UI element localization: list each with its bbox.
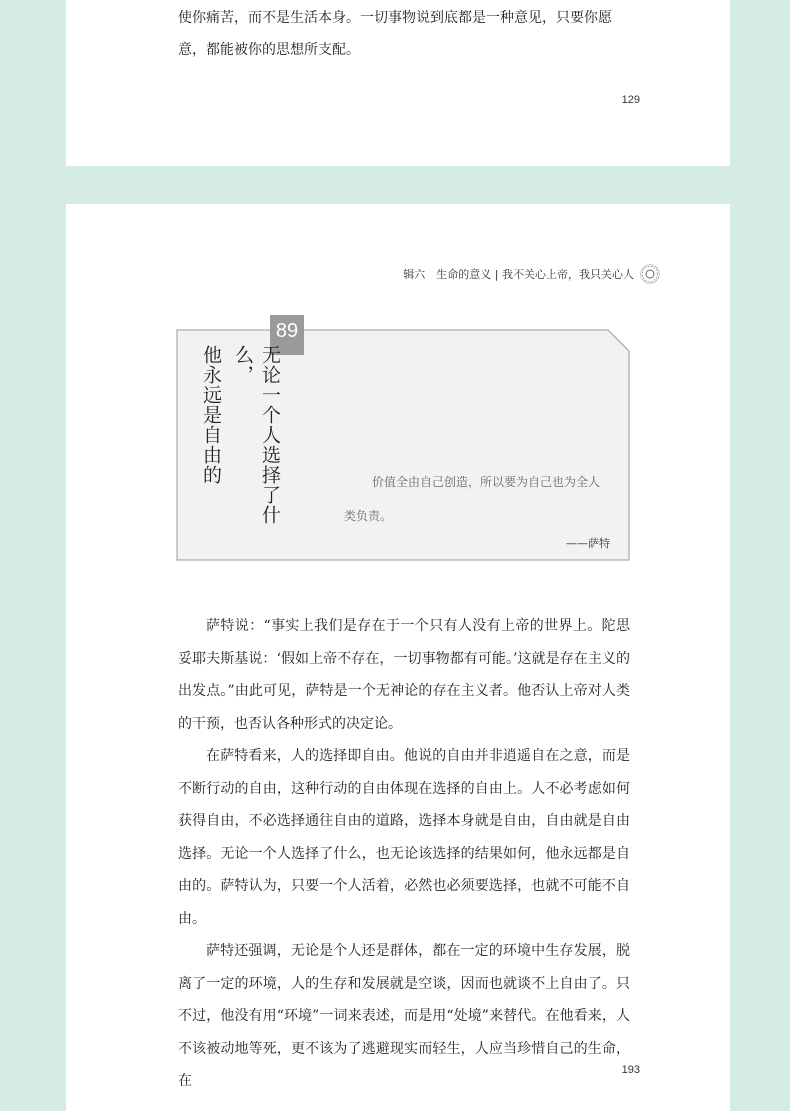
chapter-title-line-2: 他永远是自由的 — [200, 345, 222, 485]
body-paragraph-1: 萨特说：“事实上我们是存在于一个只有人没有上帝的世界上。陀思妥耶夫斯基说：‘假如上帝不存在，一切事物都有可能。’这就是存在主义的出发点。”由此可见，萨特是一个无神论的存在主义者。他否认上帝对人类的干预，也否认各种形式的决定论。 — [178, 618, 630, 732]
page-number-top: 129 — [621, 94, 640, 106]
running-head-text: 辑六 生命的意义 | 我不关心上帝，我只关心人 — [403, 268, 634, 281]
running-head — [403, 264, 660, 284]
body-text — [178, 610, 630, 1098]
chapter-quote: 价值全由自己创造，所以要为自己也为全人类负责。 — [344, 475, 601, 523]
chapter-title-line-1: 无论一个人选择了什么， — [232, 345, 281, 525]
previous-page-text: 使你痛苦，而不是生活本身。一切事物说到底都是一种意见，只要你愿意，都能被你的思想所支配。 — [178, 10, 612, 58]
chapter-number-badge: 89 — [270, 315, 304, 355]
sun-ornament-icon — [640, 264, 660, 284]
page-number-bottom: 193 — [621, 1064, 640, 1076]
chapter-header-box — [176, 320, 630, 561]
quote-attribution: ——萨特 — [566, 537, 610, 550]
previous-page — [66, 0, 730, 166]
body-paragraph-3: 萨特还强调，无论是个人还是群体，都在一定的环境中生存发展，脱离了一定的环境，人的生存和发展就是空谈，因而也就谈不上自由了。只不过，他没有用“环境”一词来表述，而是用“处境”来替代。在他看来，人不该被动地等死，更不该为了逃避现实而轻生，人应当珍惜自己的生命，在 — [178, 943, 630, 1089]
body-paragraph-2: 在萨特看来，人的选择即自由。他说的自由并非逍遥自在之意，而是不断行动的自由，这种行动的自由体现在选择的自由上。人不必考虑如何获得自由，不必选择通往自由的道路，选择本身就是自由，自由就是自由选择。无论一个人选择了什么，也无论该选择的结果如何，他永远都是自由的。萨特认为，只要一个人活着，必然也必须要选择，也就不可能不自由。 — [178, 748, 630, 927]
current-page — [66, 204, 730, 1111]
